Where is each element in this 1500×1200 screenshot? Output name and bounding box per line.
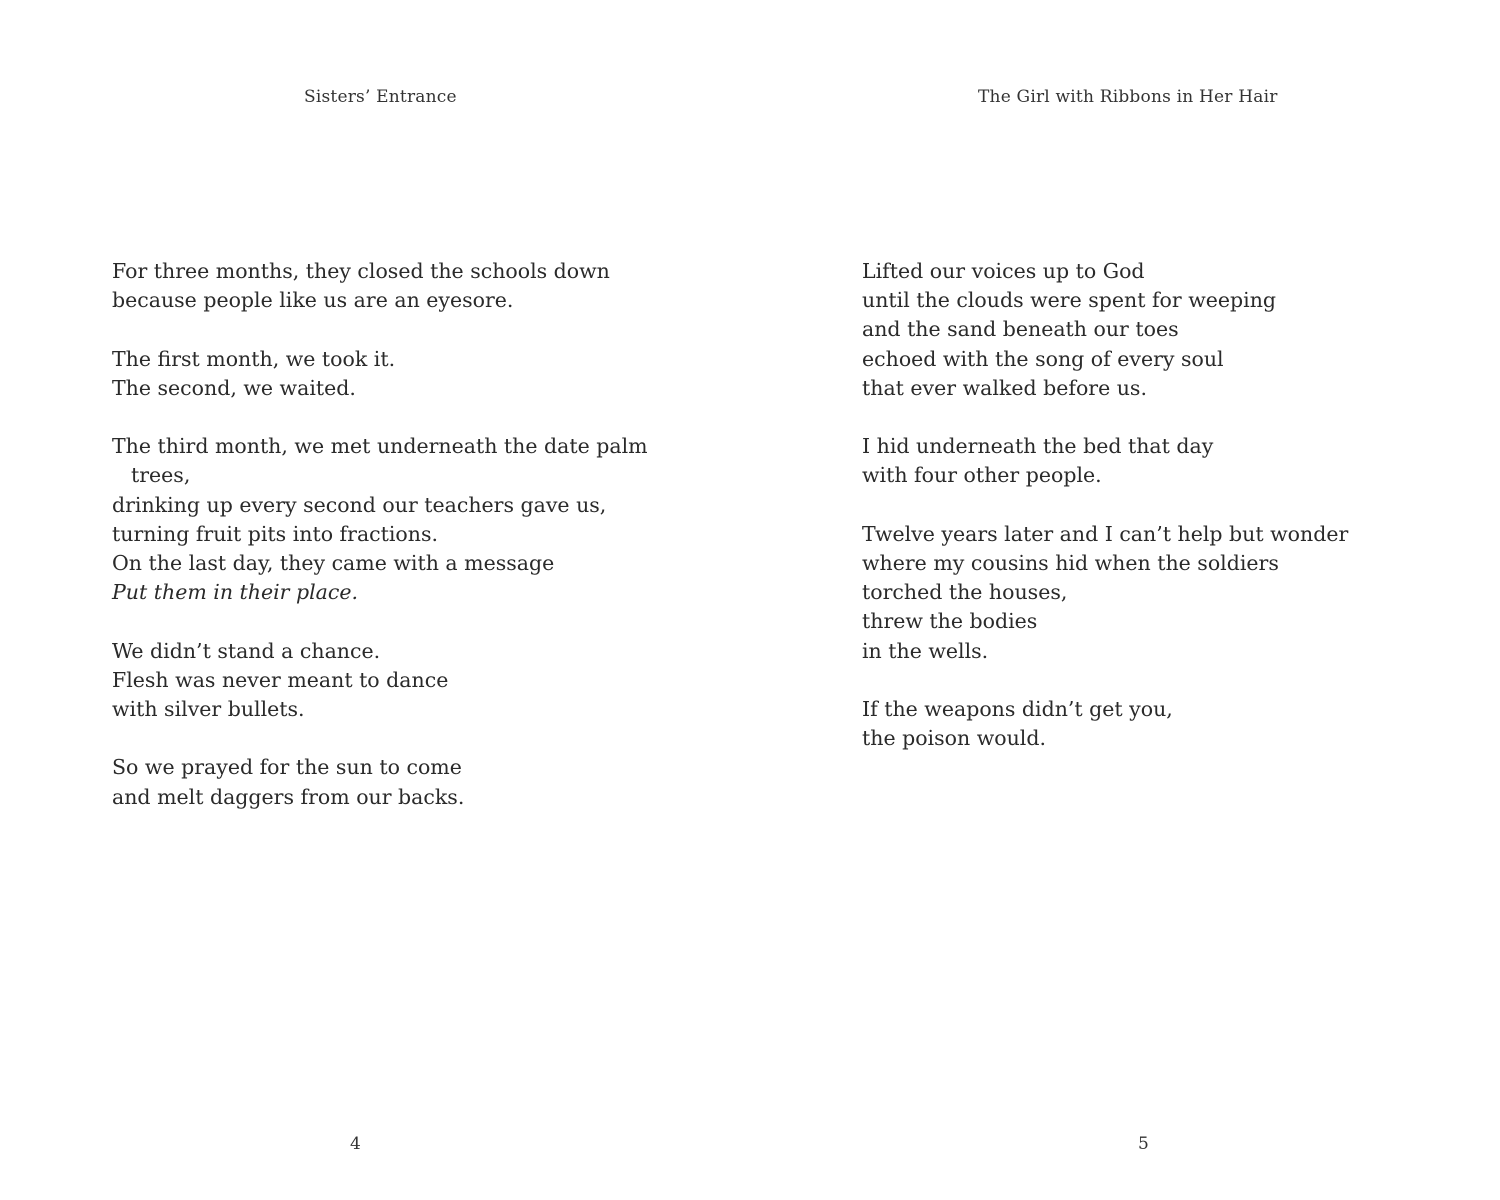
poem-line: If the weapons didn’t get you, [862, 697, 1173, 721]
right-page [750, 0, 1500, 1200]
poem-line: with four other people. [862, 463, 1102, 488]
poem-left [112, 257, 672, 841]
poem-line: where my cousins hid when the soldiers [862, 551, 1279, 575]
running-head-right: The Girl with Ribbons in Her Hair [978, 87, 1278, 107]
stanza [862, 432, 1462, 490]
poem-line: The second, we waited. [112, 375, 356, 400]
poem-line: with silver bullets. [112, 697, 305, 721]
poem-line: The first month, we took it. [112, 346, 396, 371]
poem-line: We didn’t stand a chance. [112, 638, 381, 663]
poem-line: Twelve years later and I can’t help but wonder [862, 521, 1349, 546]
stanza [862, 520, 1462, 666]
poem-line: trees, [131, 463, 191, 488]
poem-line: echoed with the song of every soul [862, 346, 1224, 371]
stanza [862, 695, 1462, 753]
poem-line: drinking up every second our teachers gave us, [112, 492, 607, 517]
poem-line: turning fruit pits into fractions. [112, 521, 439, 546]
poem-line: Flesh was never meant to dance [112, 667, 449, 692]
poem-right [862, 257, 1462, 783]
poem-line: I hid underneath the bed that day [862, 434, 1214, 459]
poem-line: The third month, we met underneath the date palm [112, 434, 648, 459]
stanza [112, 345, 672, 403]
stanza [112, 637, 672, 725]
poem-line: torched the houses, [862, 580, 1068, 605]
stanza [112, 432, 672, 607]
stanza [112, 257, 672, 315]
poem-line: until the clouds were spent for weeping [862, 288, 1277, 313]
poem-line: because people like us are an eyesore. [112, 288, 514, 313]
poem-line: and the sand beneath our toes [862, 317, 1179, 342]
page-number-right: 5 [1138, 1134, 1149, 1154]
stanza [862, 257, 1462, 403]
poem-line: So we prayed for the sun to come [112, 755, 462, 780]
poem-line: Lifted our voices up to God [862, 259, 1145, 283]
stanza [112, 753, 672, 811]
poem-line: the poison would. [862, 726, 1046, 751]
page-number-left: 4 [350, 1134, 361, 1154]
poem-line: Put them in their place. [112, 580, 359, 605]
poem-line: threw the bodies [862, 609, 1038, 634]
poem-line: in the wells. [862, 638, 989, 663]
poem-line: For three months, they closed the schools down [112, 259, 610, 283]
poem-line: On the last day, they came with a message [112, 551, 555, 575]
running-head-left: Sisters’ Entrance [304, 87, 457, 107]
poem-line: that ever walked before us. [862, 375, 1147, 400]
poem-line: and melt daggers from our backs. [112, 784, 465, 809]
